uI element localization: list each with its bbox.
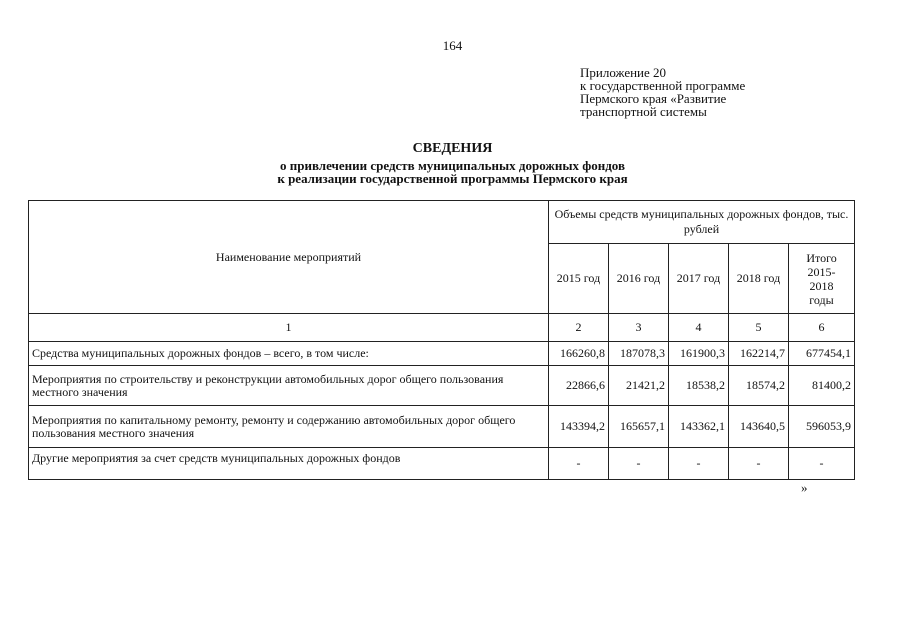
column-number: 2 [549, 314, 609, 342]
row-name: Мероприятия по капитальному ремонту, ремонту и содержанию автомобильных дорог общего пользования местного значения [29, 406, 549, 448]
appendix-note [580, 66, 745, 118]
cell-value: - [669, 448, 729, 480]
subtitle-line: к реализации государственной программы Пермского края [277, 171, 628, 186]
document-subtitle [0, 159, 905, 185]
header-year: 2017 год [669, 244, 729, 314]
document-title: СВЕДЕНИЯ [412, 141, 493, 156]
header-year: 2015 год [549, 244, 609, 314]
appendix-line: к государственной программе [580, 78, 746, 93]
cell-value: 677454,1 [789, 342, 855, 366]
column-number: 1 [29, 314, 549, 342]
cell-value: 18538,2 [669, 366, 729, 406]
column-number: 6 [789, 314, 855, 342]
cell-value: 161900,3 [669, 342, 729, 366]
table-row [29, 448, 855, 480]
cell-value: 143640,5 [729, 406, 789, 448]
cell-value: 187078,3 [609, 342, 669, 366]
closing-quote: » [801, 480, 808, 495]
cell-value: - [729, 448, 789, 480]
subtitle-line: о привлечении средств муниципальных дорожных фондов [279, 158, 625, 173]
header-year: 2018 год [729, 244, 789, 314]
header-total-line: годы [809, 292, 834, 307]
row-name: Средства муниципальных дорожных фондов – всего, в том числе: [29, 342, 549, 366]
row-name: Другие мероприятия за счет средств муниципальных дорожных фондов [29, 448, 549, 480]
header-total-line: Итого [806, 250, 837, 265]
cell-value: 162214,7 [729, 342, 789, 366]
table-row [29, 406, 855, 448]
appendix-line: транспортной системы [580, 104, 707, 119]
cell-value: 18574,2 [729, 366, 789, 406]
cell-value: 143394,2 [549, 406, 609, 448]
cell-value: 22866,6 [549, 366, 609, 406]
header-total-line: 2018 [809, 278, 834, 293]
cell-value: 143362,1 [669, 406, 729, 448]
cell-value: 21421,2 [609, 366, 669, 406]
column-number: 3 [609, 314, 669, 342]
cell-value: 596053,9 [789, 406, 855, 448]
appendix-line: Пермского края «Развитие [580, 91, 727, 106]
row-name: Мероприятия по строительству и реконструкции автомобильных дорог общего пользования местного значения [29, 366, 549, 406]
cell-value: - [789, 448, 855, 480]
column-number: 5 [729, 314, 789, 342]
header-funds-volume: Объемы средств муниципальных дорожных фондов, тыс. рублей [549, 201, 855, 244]
page-number: 164 [442, 38, 463, 53]
appendix-line: Приложение 20 [580, 65, 667, 80]
cell-value: - [609, 448, 669, 480]
header-year: 2016 год [609, 244, 669, 314]
table-row [29, 366, 855, 406]
cell-value: 81400,2 [789, 366, 855, 406]
cell-value: 166260,8 [549, 342, 609, 366]
table-row [29, 342, 855, 366]
column-number: 4 [669, 314, 729, 342]
header-activity-name: Наименование мероприятий [29, 201, 549, 314]
cell-value: 165657,1 [609, 406, 669, 448]
header-total-line: 2015- [807, 264, 836, 279]
header-total [789, 244, 855, 314]
cell-value: - [549, 448, 609, 480]
funds-table [28, 200, 855, 480]
